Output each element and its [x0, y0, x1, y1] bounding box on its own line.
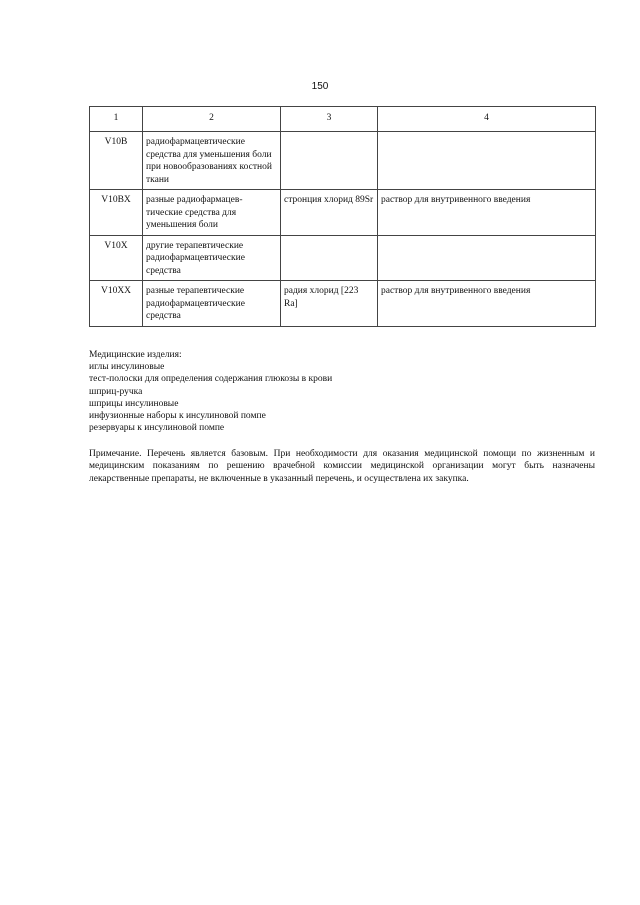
atc-code-cell: V10BX: [90, 190, 143, 236]
group-name-cell: радиофармацевтические средства для уменьшения боли при новообразованиях костной ткани: [143, 132, 281, 190]
devices-heading: Медицинские изделия:: [89, 350, 182, 360]
note-paragraph: Примечание. Перечень является базовым. При необходимости для оказания медицинской помощи по жизненным и медицинским показаниям по решению врачебной комиссии медицинской организации могут быть назначены лекарственные препараты, не включенные в указанный перечень, и осуществлена их закупка.: [89, 449, 595, 484]
drug-name-cell: [281, 235, 378, 281]
column-header-3: 3: [281, 107, 378, 132]
list-item: шприцы инсулиновые: [89, 398, 179, 409]
table-row: [90, 190, 596, 236]
list-item: шприц-ручка: [89, 386, 143, 397]
medical-devices-list: [89, 349, 332, 434]
atc-code-cell: V10XX: [90, 281, 143, 327]
table-row: [90, 281, 596, 327]
dosage-form-cell: [378, 235, 596, 281]
group-name-cell: разные радиофармацев-тические средства для уменьшения боли: [143, 190, 281, 236]
group-name-cell: другие терапевтические радиофармацевтические средства: [143, 235, 281, 281]
table-row: [90, 235, 596, 281]
atc-code-cell: V10B: [90, 132, 143, 190]
drug-name-cell: радия хлорид [223 Ra]: [281, 281, 378, 327]
drug-table: [89, 106, 596, 327]
group-name-cell: разные терапевтические радиофармацевтические средства: [143, 281, 281, 327]
list-item: иглы инсулиновые: [89, 362, 165, 373]
list-item: тест-полоски для определения содержания глюкозы в крови: [89, 374, 333, 385]
list-item: резервуары к инсулиновой помпе: [89, 423, 225, 434]
drug-name-cell: стронция хлорид 89Sr: [281, 190, 378, 236]
column-header-2: 2: [143, 107, 281, 132]
page-number: 150: [311, 81, 329, 92]
dosage-form-cell: раствор для внутривенного введения: [378, 281, 596, 327]
drug-name-cell: [281, 132, 378, 190]
atc-code-cell: V10X: [90, 235, 143, 281]
dosage-form-cell: [378, 132, 596, 190]
table-header-row: [90, 107, 596, 132]
dosage-form-cell: раствор для внутривенного введения: [378, 190, 596, 236]
column-header-4: 4: [378, 107, 596, 132]
list-item: инфузионные наборы к инсулиновой помпе: [89, 411, 266, 422]
column-header-1: 1: [90, 107, 143, 132]
table-row: [90, 132, 596, 190]
